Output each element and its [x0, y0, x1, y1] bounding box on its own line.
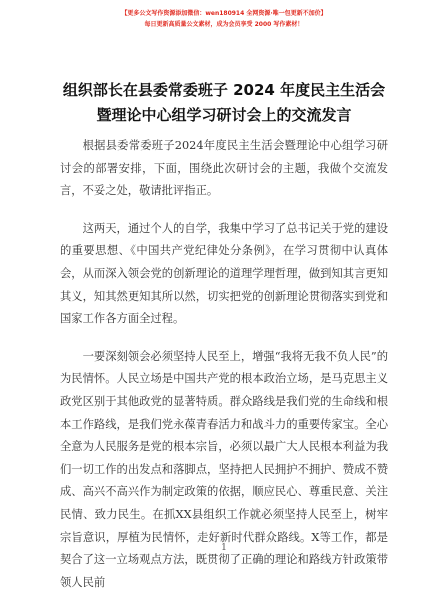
promo-banner-line-2: 每日更新高质量公文素材，成为会员享受 2000 写作素材！ [144, 21, 304, 28]
body-paragraph-3: 一要深刻领会必须坚持人民至上，增强“我将无我不负人民”的为民情怀。人民立场是中国共产党的根本政治立场，是马克思主义政党区别于其他政党的显著特质。群众路线是我们党的生命线和根本工作路线，是我们党永葆青春活力和战斗力的重要传家宝。全心全意为人民服务是党的根本宗旨，必须以最广大人民根本利益为我们一切工作的出发点和落脚点，坚持把人民拥护不拥护、赞成不赞成、高兴不高兴作为制定政策的依据，顺应民心、尊重民意、关注民情、致力民生。在抓XX县组织工作就必须坚持人民至上，树牢宗旨意识，厚植为民情怀，走好新时代群众路线。X等工作，都是契合了这一立场观点方法，既贯彻了正确的理论和路线方针政策带领人民前 [60, 349, 388, 589]
document-title-line-2: 暨理论中心组学习研讨会上的交流发言 [96, 106, 352, 124]
promo-banner [0, 8, 448, 30]
document-body [60, 135, 388, 609]
body-paragraph-2: 这两天，通过个人的自学，我集中学习了总书记关于党的建设的重要思想、《中国共产党纪律处分条例》，在学习贯彻中认真体会，从而深入领会党的创新理论的道理学理哲理，做到知其言更知其义，知其然更知其所以然，切实把党的创新理论贯彻落实到党和国家工作各方面全过程。 [60, 221, 388, 326]
document-title-line-1: 组织部长在县委常委班子 2024 年度民主生活会 [62, 81, 386, 99]
promo-banner-line-1: 【更多公文写作资源添加微信：wen180914 全网资源·唯一包更新不加价】 [121, 10, 327, 17]
document-title [20, 78, 428, 128]
page-number: 1 [221, 543, 227, 553]
body-paragraph-1: 根据县委常委班子2024年度民主生活会暨理论中心组学习研讨会的部署安排，下面，围绕此次研讨会的主题，我做个交流发言，不妥之处，敬请批评指正。 [60, 139, 388, 198]
